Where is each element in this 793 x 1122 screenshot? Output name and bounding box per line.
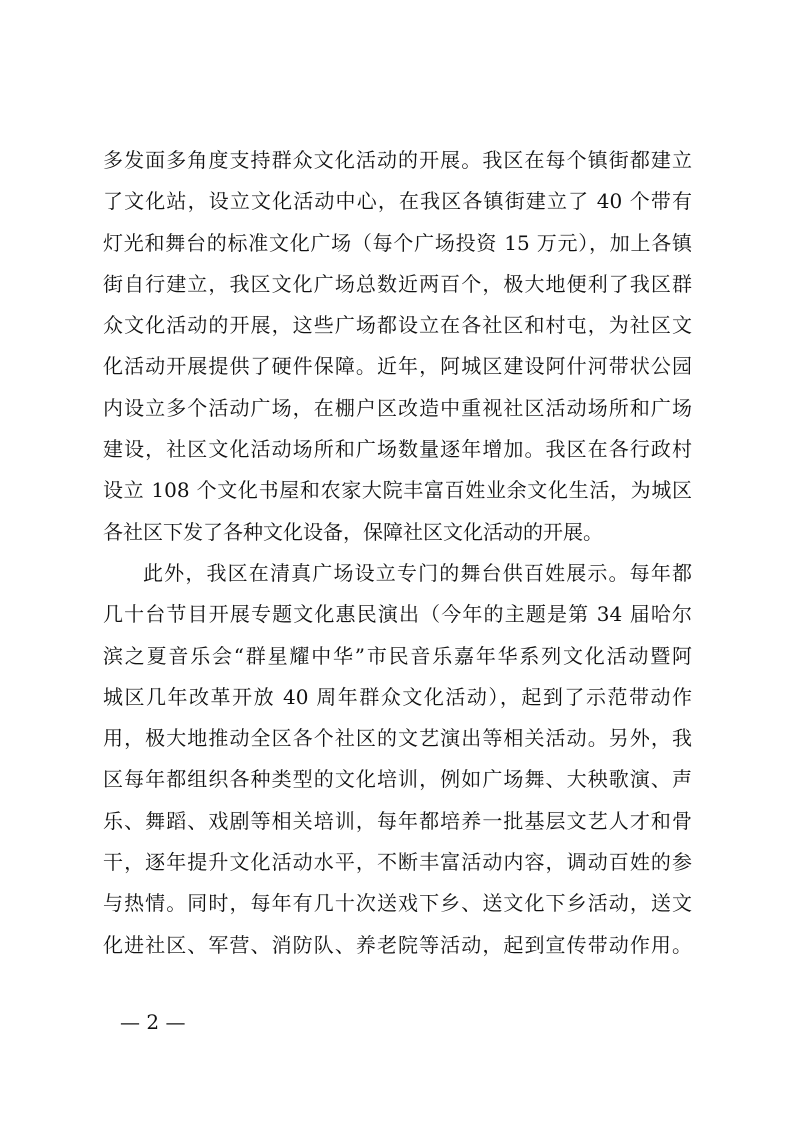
text-line: 区每年都组织各种类型的文化培训，例如广场舞、大秧歌演、声 (103, 767, 692, 792)
text-line: 干，逐年提升文化活动水平，不断丰富活动内容，调动百姓的参 (103, 850, 692, 875)
text-line: 化进社区、军营、消防队、养老院等活动，起到宣传带动作用。 (103, 932, 692, 957)
text-line: 众文化活动的开展，这些广场都设立在各社区和村屯，为社区文 (103, 313, 692, 338)
text-line: 灯光和舞台的标准文化广场（每个广场投资 15 万元），加上各镇 (103, 230, 692, 255)
text-line: 设立 108 个文化书屋和农家大院丰富百姓业余文化生活，为城区 (103, 478, 692, 503)
text-line: 滨之夏音乐会“群星耀中华”市民音乐嘉年华系列文化活动暨阿 (103, 643, 692, 668)
text-line: 建设，社区文化活动场所和广场数量逐年增加。我区在各行政村 (103, 437, 692, 462)
paragraph-1 (103, 140, 692, 553)
text-line: 与热情。同时，每年有几十次送戏下乡、送文化下乡活动，送文 (103, 891, 692, 916)
text-line: 几十台节目开展专题文化惠民演出（今年的主题是第 34 届哈尔 (103, 602, 692, 627)
document-body (103, 140, 692, 966)
text-line: 各社区下发了各种文化设备，保障社区文化活动的开展。 (103, 519, 603, 544)
paragraph-2 (103, 553, 692, 966)
text-line: 了文化站，设立文化活动中心，在我区各镇街建立了 40 个带有 (103, 189, 692, 214)
text-line: 城区几年改革开放 40 周年群众文化活动），起到了示范带动作 (103, 684, 692, 709)
text-line: 化活动开展提供了硬件保障。近年，阿城区建设阿什河带状公园 (103, 354, 692, 379)
text-line: 街自行建立，我区文化广场总数近两百个，极大地便利了我区群 (103, 271, 692, 296)
text-line: 此外，我区在清真广场设立专门的舞台供百姓展示。每年都 (143, 560, 692, 585)
text-line: 乐、舞蹈、戏剧等相关培训，每年都培养一批基层文艺人才和骨 (103, 808, 692, 833)
page-number: — 2 — (120, 1010, 186, 1034)
text-line: 多发面多角度支持群众文化活动的开展。我区在每个镇街都建立 (103, 148, 692, 172)
text-line: 内设立多个活动广场，在棚户区改造中重视社区活动场所和广场 (103, 395, 692, 420)
text-line: 用，极大地推动全区各个社区的文艺演出等相关活动。另外，我 (103, 726, 692, 751)
